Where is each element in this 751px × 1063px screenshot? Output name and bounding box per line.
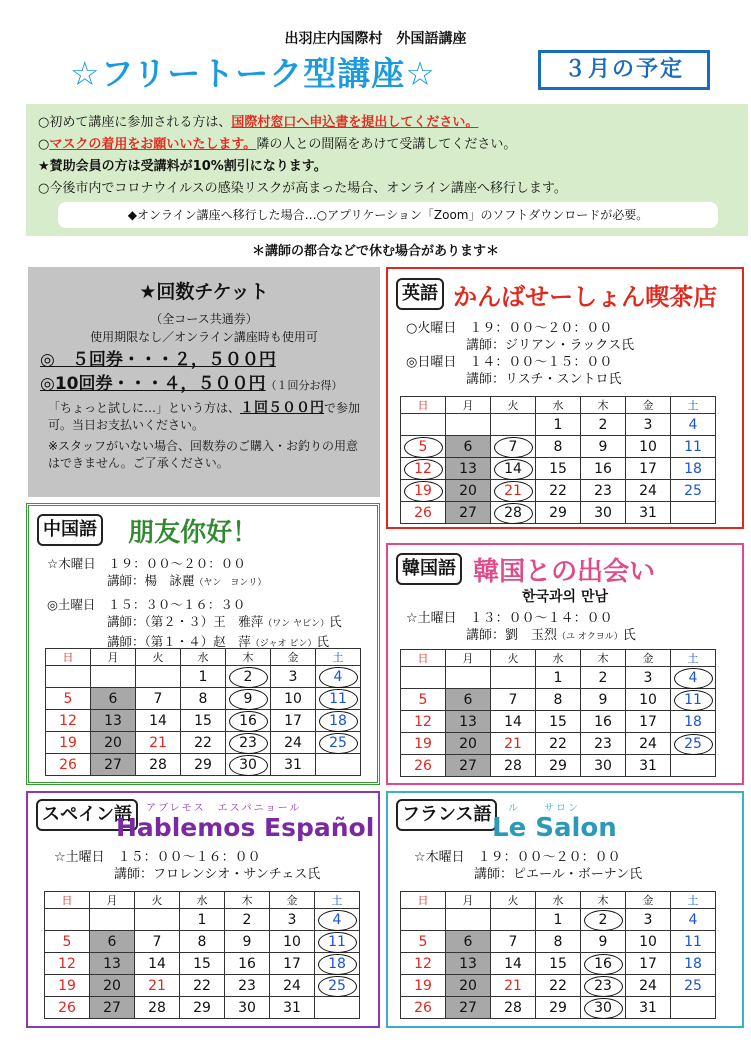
teacher-name: 講師：（第１・４）赵 萍 — [107, 634, 251, 649]
calendar-day: 7 — [491, 436, 536, 458]
weekday-header: 土 — [315, 892, 360, 909]
teacher-reading: （ヤン ヨンリ） — [194, 578, 267, 588]
weekday-header: 日 — [401, 650, 446, 667]
french-calendar — [400, 891, 716, 1019]
calendar-day: 23 — [226, 732, 271, 754]
ticket-title: ★回数チケット — [139, 281, 269, 303]
english-teacher-2: 講師：リスチ・スントロ氏 — [466, 372, 622, 387]
weekday-header: 月 — [446, 650, 491, 667]
calendar-day: 16 — [581, 711, 626, 733]
calendar-day — [91, 666, 136, 688]
teacher-name: 講師：楊 詠麗 — [107, 573, 195, 588]
weekday-header: 木 — [581, 892, 626, 909]
calendar-day: 6 — [446, 436, 491, 458]
weekday-header: 火 — [491, 397, 536, 414]
calendar-day: 1 — [180, 909, 225, 931]
teacher-reading: （ジャオ ピン） — [250, 639, 317, 649]
calendar-day: 23 — [581, 975, 626, 997]
french-title: Le Salon — [492, 813, 617, 843]
teacher-name: 講師：（第２・３）王 雅萍 — [107, 614, 264, 629]
ticket-price-10 — [40, 374, 368, 396]
calendar-day — [316, 754, 361, 776]
chinese-tag: 中国語 — [37, 514, 103, 546]
korean-subtitle: 한국과의 만남 — [521, 589, 609, 605]
weekday-header: 土 — [671, 397, 716, 414]
korean-teacher-1 — [406, 627, 742, 646]
spanish-calendar — [44, 891, 360, 1019]
english-title: かんばせーしょん喫茶店 — [453, 283, 718, 311]
calendar-day: 6 — [446, 931, 491, 953]
calendar-day: 15 — [180, 953, 225, 975]
calendar-day: 9 — [581, 436, 626, 458]
calendar-day: 5 — [401, 689, 446, 711]
chinese-teacher-1 — [47, 572, 377, 592]
calendar-day: 9 — [581, 931, 626, 953]
calendar-day: 16 — [225, 953, 270, 975]
french-tag: フランス語 — [396, 799, 497, 831]
calendar-day: 11 — [671, 436, 716, 458]
calendar-day: 2 — [581, 414, 626, 436]
calendar-day: 9 — [581, 689, 626, 711]
weekday-header: 火 — [135, 892, 180, 909]
calendar-day: 10 — [270, 931, 315, 953]
spanish-panel — [26, 791, 380, 1028]
calendar-day: 26 — [46, 754, 91, 776]
calendar-day: 28 — [136, 754, 181, 776]
weekday-header: 金 — [270, 892, 315, 909]
french-schedule-1: ☆木曜日 １９：００〜２０：００ — [414, 850, 621, 865]
ticket-panel — [28, 267, 380, 497]
french-ruby: ル サロン — [508, 803, 580, 814]
calendar-day: 27 — [446, 997, 491, 1019]
notice-text: ○ — [38, 137, 50, 152]
calendar-day: 15 — [536, 458, 581, 480]
calendar-day: 17 — [271, 710, 316, 732]
calendar-day: 17 — [626, 458, 671, 480]
calendar-day: 4 — [316, 666, 361, 688]
english-schedule-1: ○火曜日 １９：００〜２０：００ — [406, 321, 613, 336]
teacher-reading: （ユ オクヨル） — [557, 632, 623, 642]
weekday-header: 土 — [671, 892, 716, 909]
calendar-day: 13 — [90, 953, 135, 975]
korean-schedule-1: ☆土曜日 １３：００〜１４：００ — [406, 611, 613, 626]
weekday-header: 日 — [45, 892, 90, 909]
weekday-header: 金 — [271, 649, 316, 666]
weekday-header: 火 — [491, 650, 536, 667]
teacher-suffix: 氏 — [622, 628, 636, 643]
notice-line-3: ★賛助会員の方は受講料が10%割引になります。 — [38, 159, 327, 174]
calendar-day — [491, 414, 536, 436]
calendar-day: 25 — [671, 733, 716, 755]
calendar-day: 30 — [581, 997, 626, 1019]
calendar-day: 14 — [491, 711, 536, 733]
calendar-day: 12 — [46, 710, 91, 732]
weekday-header: 月 — [90, 892, 135, 909]
calendar-day: 29 — [180, 997, 225, 1019]
teacher-suffix: 氏 — [316, 634, 329, 649]
calendar-day: 6 — [446, 689, 491, 711]
calendar-day: 18 — [315, 953, 360, 975]
notice-box — [26, 104, 748, 236]
calendar-day: 14 — [135, 953, 180, 975]
calendar-day: 12 — [401, 953, 446, 975]
calendar-day: 10 — [626, 931, 671, 953]
calendar-day: 28 — [135, 997, 180, 1019]
calendar-day: 10 — [626, 436, 671, 458]
calendar-day: 18 — [671, 711, 716, 733]
calendar-day — [135, 909, 180, 931]
spanish-schedule-1: ☆土曜日 １５：００〜１６：００ — [54, 850, 261, 865]
calendar-day: 7 — [491, 689, 536, 711]
weekday-header: 火 — [491, 892, 536, 909]
notice-text: ○初めて講座に参加される方は、 — [38, 115, 232, 130]
calendar-day: 9 — [226, 688, 271, 710]
trial-price: １回５００円 — [240, 400, 325, 416]
calendar-day — [46, 666, 91, 688]
calendar-day: 20 — [446, 975, 491, 997]
calendar-day: 24 — [271, 732, 316, 754]
calendar-day: 10 — [271, 688, 316, 710]
calendar-day: 26 — [401, 755, 446, 777]
calendar-day: 13 — [91, 710, 136, 732]
calendar-day: 8 — [536, 436, 581, 458]
calendar-day: 28 — [491, 755, 536, 777]
korean-tag: 韓国語 — [396, 553, 462, 585]
calendar-day: 26 — [401, 997, 446, 1019]
calendar-day: 20 — [90, 975, 135, 997]
calendar-day: 8 — [181, 688, 226, 710]
trial-note — [40, 400, 368, 434]
calendar-day: 21 — [491, 975, 536, 997]
calendar-day: 7 — [136, 688, 181, 710]
calendar-day: 22 — [180, 975, 225, 997]
calendar-day: 19 — [45, 975, 90, 997]
calendar-day: 1 — [536, 414, 581, 436]
calendar-day — [491, 667, 536, 689]
calendar-day: 31 — [270, 997, 315, 1019]
absence-note: ＊講師の都合などで休む場合があります＊ — [251, 244, 499, 259]
english-panel — [386, 267, 744, 529]
calendar-day: 28 — [491, 997, 536, 1019]
calendar-day: 3 — [626, 414, 671, 436]
price-text: ◎10回券・・・４，５００円 — [40, 374, 266, 394]
korean-title: 韓国との出会い — [473, 557, 656, 587]
calendar-day: 30 — [225, 997, 270, 1019]
weekday-header: 水 — [181, 649, 226, 666]
calendar-day: 21 — [491, 733, 536, 755]
calendar-day: 2 — [581, 909, 626, 931]
weekday-header: 日 — [401, 892, 446, 909]
spanish-ruby: アブレモス エスパニョール — [146, 803, 302, 814]
calendar-day: 16 — [226, 710, 271, 732]
calendar-day: 11 — [671, 689, 716, 711]
calendar-day: 31 — [626, 502, 671, 524]
calendar-day: 8 — [180, 931, 225, 953]
calendar-day — [671, 997, 716, 1019]
notice-emphasis: 国際村窓口へ申込書を提出してください。 — [231, 115, 479, 130]
korean-panel — [386, 543, 744, 785]
french-panel — [386, 791, 744, 1028]
calendar-day: 3 — [626, 909, 671, 931]
calendar-day — [446, 909, 491, 931]
calendar-day: 7 — [135, 931, 180, 953]
english-teacher-1: 講師：ジリアン・ラックス氏 — [466, 338, 635, 353]
calendar-day — [45, 909, 90, 931]
weekday-header: 日 — [46, 649, 91, 666]
teacher-suffix: 氏 — [329, 614, 342, 629]
calendar-day: 20 — [91, 732, 136, 754]
korean-calendar — [400, 649, 716, 777]
calendar-day: 20 — [446, 480, 491, 502]
calendar-day: 17 — [626, 711, 671, 733]
calendar-day: 23 — [225, 975, 270, 997]
calendar-day: 11 — [316, 688, 361, 710]
chinese-schedule-2: ◎土曜日 １５：３０〜１６：３０ — [47, 597, 246, 612]
calendar-day: 25 — [671, 975, 716, 997]
calendar-day: 21 — [135, 975, 180, 997]
calendar-day: 14 — [136, 710, 181, 732]
calendar-day — [446, 414, 491, 436]
page-title: ☆フリートーク型講座☆ — [70, 54, 436, 93]
weekday-header: 水 — [536, 650, 581, 667]
calendar-day: 2 — [581, 667, 626, 689]
spanish-teacher-1: 講師：フロレンシオ・サンチェス氏 — [114, 867, 321, 882]
calendar-day: 22 — [536, 480, 581, 502]
calendar-day: 9 — [225, 931, 270, 953]
trial-text: 「ちょっと試しに…」という方は、 — [48, 401, 241, 415]
calendar-day: 13 — [446, 458, 491, 480]
weekday-header: 日 — [401, 397, 446, 414]
calendar-day — [401, 909, 446, 931]
calendar-day: 30 — [581, 502, 626, 524]
calendar-day: 15 — [536, 711, 581, 733]
notice-line-1 — [38, 112, 736, 134]
calendar-day: 22 — [536, 975, 581, 997]
weekday-header: 金 — [626, 650, 671, 667]
calendar-day: 19 — [401, 975, 446, 997]
calendar-day: 8 — [536, 931, 581, 953]
calendar-day: 31 — [626, 755, 671, 777]
calendar-day: 18 — [316, 710, 361, 732]
chinese-schedule-1: ☆木曜日 １９：００〜２０：００ — [47, 556, 246, 571]
calendar-day: 25 — [671, 480, 716, 502]
calendar-day — [491, 909, 536, 931]
calendar-day: 24 — [626, 733, 671, 755]
weekday-header: 金 — [626, 892, 671, 909]
calendar-day: 24 — [270, 975, 315, 997]
calendar-day: 16 — [581, 953, 626, 975]
weekday-header: 月 — [446, 397, 491, 414]
calendar-day: 19 — [401, 733, 446, 755]
calendar-day: 2 — [226, 666, 271, 688]
calendar-day: 5 — [401, 436, 446, 458]
calendar-day: 19 — [401, 480, 446, 502]
chinese-title: 朋友你好！ — [128, 518, 259, 548]
weekday-header: 水 — [536, 397, 581, 414]
weekday-header: 木 — [581, 650, 626, 667]
calendar-day: 27 — [446, 502, 491, 524]
calendar-day: 1 — [536, 909, 581, 931]
calendar-day: 4 — [671, 667, 716, 689]
calendar-day: 6 — [90, 931, 135, 953]
calendar-day: 12 — [45, 953, 90, 975]
calendar-day: 30 — [581, 755, 626, 777]
calendar-day: 11 — [671, 931, 716, 953]
notice-line-2 — [38, 134, 736, 156]
weekday-header: 月 — [91, 649, 136, 666]
price-note: （１回分お得） — [265, 379, 343, 392]
weekday-header: 月 — [446, 892, 491, 909]
calendar-day: 20 — [446, 733, 491, 755]
calendar-day: 18 — [671, 953, 716, 975]
calendar-day: 27 — [446, 755, 491, 777]
calendar-day: 26 — [45, 997, 90, 1019]
calendar-day: 7 — [491, 931, 536, 953]
price-text: ◎ ５回券・・・２，５００円 — [40, 350, 276, 370]
calendar-day: 5 — [401, 931, 446, 953]
english-calendar — [400, 396, 716, 524]
teacher-reading: （ワン ヤピン） — [263, 619, 330, 629]
teacher-name: 講師：劉 玉烈 — [466, 628, 558, 643]
calendar-day: 25 — [315, 975, 360, 997]
calendar-day: 25 — [316, 732, 361, 754]
calendar-day: 8 — [536, 689, 581, 711]
calendar-day: 27 — [91, 754, 136, 776]
calendar-day: 1 — [181, 666, 226, 688]
notice-emphasis: マスクの着用をお願いいたします。 — [49, 137, 257, 152]
weekday-header: 土 — [671, 650, 716, 667]
calendar-day: 21 — [491, 480, 536, 502]
chinese-calendar — [45, 648, 361, 776]
calendar-day: 5 — [45, 931, 90, 953]
calendar-day: 26 — [401, 502, 446, 524]
header-subtitle: 出羽庄内国際村 外国語講座 — [284, 31, 467, 47]
calendar-day: 5 — [46, 688, 91, 710]
calendar-day: 17 — [626, 953, 671, 975]
calendar-day: 19 — [46, 732, 91, 754]
calendar-day: 14 — [491, 953, 536, 975]
calendar-day — [136, 666, 181, 688]
weekday-header: 金 — [626, 397, 671, 414]
calendar-day: 12 — [401, 458, 446, 480]
calendar-day: 28 — [491, 502, 536, 524]
calendar-day: 15 — [181, 710, 226, 732]
calendar-day: 30 — [226, 754, 271, 776]
weekday-header: 木 — [581, 397, 626, 414]
english-schedule-2: ◎日曜日 １４：００〜１５：００ — [406, 355, 613, 370]
spanish-title: Hablemos Español — [116, 813, 375, 842]
calendar-day: 15 — [536, 953, 581, 975]
calendar-day: 12 — [401, 711, 446, 733]
calendar-day — [401, 667, 446, 689]
calendar-day: 31 — [271, 754, 316, 776]
calendar-day: 29 — [536, 997, 581, 1019]
calendar-day: 6 — [91, 688, 136, 710]
weekday-header: 木 — [226, 649, 271, 666]
calendar-day: 3 — [271, 666, 316, 688]
calendar-day: 4 — [315, 909, 360, 931]
weekday-header: 木 — [225, 892, 270, 909]
calendar-day: 1 — [536, 667, 581, 689]
calendar-day: 31 — [626, 997, 671, 1019]
calendar-day: 27 — [90, 997, 135, 1019]
calendar-day: 16 — [581, 458, 626, 480]
calendar-day: 22 — [536, 733, 581, 755]
weekday-header: 水 — [536, 892, 581, 909]
weekday-header: 水 — [180, 892, 225, 909]
calendar-day — [315, 997, 360, 1019]
calendar-day: 23 — [581, 733, 626, 755]
calendar-day: 23 — [581, 480, 626, 502]
calendar-day — [671, 502, 716, 524]
calendar-day: 4 — [671, 909, 716, 931]
english-tag: 英語 — [396, 278, 444, 310]
calendar-day: 17 — [270, 953, 315, 975]
calendar-day: 22 — [181, 732, 226, 754]
weekday-header: 火 — [136, 649, 181, 666]
ticket-validity: 使用期限なし／オンライン講座時も使用可 — [90, 330, 318, 344]
online-note: ◆オンライン講座へ移行した場合…○アプリケーション「Zoom」のソフトダウンロードが必要。 — [58, 202, 718, 228]
chinese-panel — [26, 503, 380, 785]
calendar-day: 2 — [225, 909, 270, 931]
notice-line-4: ○今後市内でコロナウイルスの感染リスクが高まった場合、オンライン講座へ移行します。 — [38, 181, 567, 196]
staff-note: ※スタッフがいない場合、回数券のご購入・お釣りの用意はできません。ご了承ください。 — [48, 439, 359, 470]
calendar-day: 13 — [446, 953, 491, 975]
calendar-day: 29 — [181, 754, 226, 776]
month-badge: ３月の予定 — [538, 50, 710, 90]
notice-text: 隣の人との間隔をあけて受講してください。 — [256, 137, 517, 152]
calendar-day — [446, 667, 491, 689]
calendar-day: 11 — [315, 931, 360, 953]
calendar-day: 14 — [491, 458, 536, 480]
calendar-day: 29 — [536, 755, 581, 777]
chinese-teacher-2 — [47, 613, 377, 633]
trial-text: で参加可。当日お支払いください。 — [48, 401, 361, 432]
calendar-day: 21 — [136, 732, 181, 754]
calendar-day: 18 — [671, 458, 716, 480]
calendar-day: 10 — [626, 689, 671, 711]
calendar-day — [90, 909, 135, 931]
spanish-tag: スペイン語 — [36, 799, 138, 831]
calendar-day: 24 — [626, 975, 671, 997]
calendar-day: 3 — [626, 667, 671, 689]
french-teacher-1: 講師：ピエール・ボーナン氏 — [474, 867, 643, 882]
ticket-price-5 — [40, 350, 368, 370]
calendar-day: 13 — [446, 711, 491, 733]
calendar-day: 3 — [270, 909, 315, 931]
weekday-header: 土 — [316, 649, 361, 666]
calendar-day: 24 — [626, 480, 671, 502]
ticket-scope: （全コース共通券） — [150, 312, 258, 326]
calendar-day — [401, 414, 446, 436]
calendar-day: 4 — [671, 414, 716, 436]
calendar-day — [671, 755, 716, 777]
calendar-day: 29 — [536, 502, 581, 524]
